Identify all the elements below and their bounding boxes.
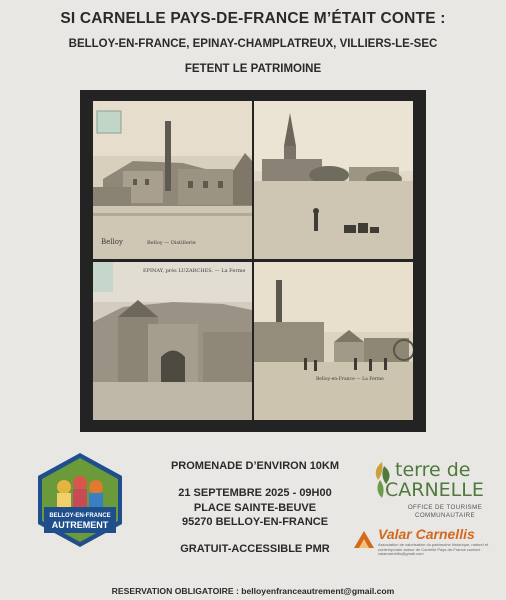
patrimoine-subtitle: FETENT LE PATRIMOINE (184, 63, 322, 75)
belloy-autrement-logo (34, 451, 126, 549)
terre-logo-sub-line1: OFFICE DE TOURISME (407, 504, 483, 511)
walk-distance: PROMENADE D’ENVIRON 10KM (170, 460, 340, 472)
reservation-label: RESERVATION OBLIGATOIRE : (111, 586, 242, 596)
event-date: 21 SEPTEMBRE 2025 - 09H00 (178, 487, 332, 499)
valar-title: Valar Carnellis (378, 526, 475, 542)
photo-distillery (93, 101, 252, 259)
valar-emblem-icon (352, 528, 376, 552)
photo-belloy-farm-caption: Belloy-en-France — La Ferme (316, 377, 384, 382)
terre-logo-sub-line2: COMMUNAUTAIRE (414, 512, 476, 519)
valar-fine-print: Association de valorisation du patrimoine historique, naturel et contemporain autour de Carnelle Pays-de-France contact : valarcarnellis@gmail.com (378, 542, 489, 557)
photo-distillery-corner-text: Belloy (101, 238, 123, 246)
photo-belloy-farm (254, 262, 413, 420)
terre-logo-line2: CARNELLE (385, 479, 484, 501)
photo-epinay (93, 262, 252, 420)
reservation-email[interactable]: belloyenfranceautrement@gmail.com (241, 586, 395, 596)
valar-carnellis-logo (352, 526, 502, 556)
event-access: GRATUIT-ACCESSIBLE PMR (180, 543, 330, 555)
event-place: PLACE SAINTE-BEUVE (193, 502, 317, 514)
belloy-logo-line2: AUTREMENT (51, 520, 109, 530)
event-city: 95270 BELLOY-EN-FRANCE (181, 516, 329, 528)
photo-epinay-caption: EPINAY, près LUZARCHES. — La Ferme (143, 268, 246, 274)
page-title: SI CARNELLE PAYS-DE-FRANCE M’ÉTAIT CONTE : (60, 10, 446, 27)
photo-church (254, 101, 413, 259)
postcard-collage (80, 90, 426, 432)
terre-logo-sub (390, 504, 500, 520)
terre-logo-line1: terre de (395, 459, 471, 481)
photo-distillery-caption: Belloy — Distillerie (147, 240, 196, 246)
villages-subtitle: BELLOY-EN-FRANCE, EPINAY-CHAMPLATREUX, VILLIERS-LE-SEC (68, 38, 438, 50)
belloy-logo-line1: BELLOY-EN-FRANCE (49, 513, 111, 519)
reservation-line (0, 586, 506, 596)
